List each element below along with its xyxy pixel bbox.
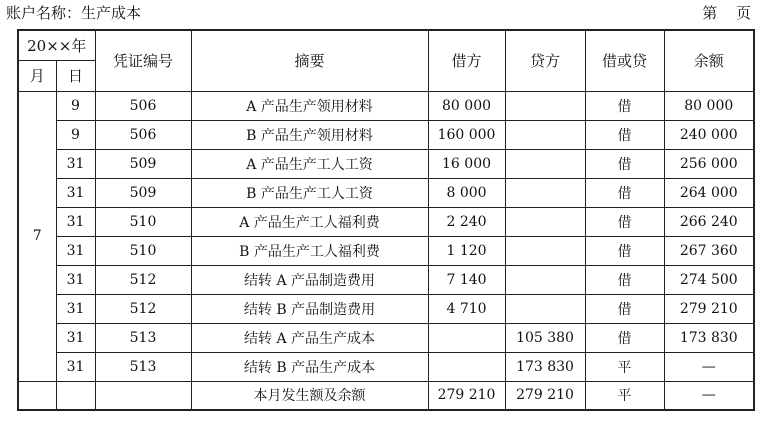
ledger-table <box>17 29 755 411</box>
day-cell: 31 <box>56 236 95 265</box>
dr-cr-cell: 借 <box>585 178 664 207</box>
table-row <box>18 149 754 178</box>
summary-cell: B 产品生产领用材料 <box>191 120 428 149</box>
total-debit-cell: 279 210 <box>428 381 505 410</box>
voucher-cell: 510 <box>95 207 191 236</box>
table-row <box>18 120 754 149</box>
voucher-cell: 512 <box>95 294 191 323</box>
summary-cell: A 产品生产领用材料 <box>191 91 428 120</box>
debit-cell: 7 140 <box>428 265 505 294</box>
year-header: 20××年 <box>18 30 95 60</box>
credit-cell: 105 380 <box>505 323 585 352</box>
balance-cell: 173 830 <box>664 323 754 352</box>
summary-cell: A 产品生产工人工资 <box>191 149 428 178</box>
voucher-cell: 512 <box>95 265 191 294</box>
table-row <box>18 352 754 381</box>
summary-cell: B 产品生产工人福利费 <box>191 236 428 265</box>
header-row-1 <box>18 30 754 60</box>
table-row <box>18 294 754 323</box>
credit-cell <box>505 149 585 178</box>
voucher-cell: 513 <box>95 323 191 352</box>
day-cell: 31 <box>56 265 95 294</box>
debit-cell: 160 000 <box>428 120 505 149</box>
total-summary-cell: 本月发生额及余额 <box>191 381 428 410</box>
page-number: 第 页 <box>702 4 751 22</box>
credit-cell <box>505 120 585 149</box>
dr-cr-cell: 借 <box>585 91 664 120</box>
summary-cell: B 产品生产工人工资 <box>191 178 428 207</box>
month-cell: 7 <box>18 91 56 381</box>
credit-header: 贷方 <box>505 30 585 91</box>
table-row <box>18 178 754 207</box>
day-cell: 9 <box>56 120 95 149</box>
table-row <box>18 323 754 352</box>
day-cell: 31 <box>56 323 95 352</box>
day-cell: 31 <box>56 294 95 323</box>
voucher-cell: 506 <box>95 120 191 149</box>
voucher-cell: 509 <box>95 149 191 178</box>
debit-cell <box>428 352 505 381</box>
voucher-cell: 509 <box>95 178 191 207</box>
balance-cell: 80 000 <box>664 91 754 120</box>
credit-cell <box>505 91 585 120</box>
day-header: 日 <box>56 60 95 91</box>
credit-cell <box>505 236 585 265</box>
voucher-cell: 513 <box>95 352 191 381</box>
total-row <box>18 381 754 410</box>
total-day-cell <box>56 381 95 410</box>
balance-cell: 256 000 <box>664 149 754 178</box>
balance-cell: 274 500 <box>664 265 754 294</box>
summary-cell: 结转 A 产品制造费用 <box>191 265 428 294</box>
dr-cr-cell: 借 <box>585 236 664 265</box>
summary-cell: 结转 A 产品生产成本 <box>191 323 428 352</box>
day-cell: 9 <box>56 91 95 120</box>
voucher-header: 凭证编号 <box>95 30 191 91</box>
debit-cell <box>428 323 505 352</box>
credit-cell: 173 830 <box>505 352 585 381</box>
credit-cell <box>505 294 585 323</box>
table-row <box>18 265 754 294</box>
dr-cr-cell: 借 <box>585 207 664 236</box>
debit-header: 借方 <box>428 30 505 91</box>
dr-cr-cell: 借 <box>585 294 664 323</box>
credit-cell <box>505 207 585 236</box>
table-row <box>18 236 754 265</box>
dr-cr-cell: 借 <box>585 265 664 294</box>
total-credit-cell: 279 210 <box>505 381 585 410</box>
total-voucher-cell <box>95 381 191 410</box>
balance-cell: 264 000 <box>664 178 754 207</box>
debit-cell: 1 120 <box>428 236 505 265</box>
debit-cell: 4 710 <box>428 294 505 323</box>
balance-cell: 267 360 <box>664 236 754 265</box>
debit-cell: 80 000 <box>428 91 505 120</box>
day-cell: 31 <box>56 352 95 381</box>
voucher-cell: 510 <box>95 236 191 265</box>
total-balance-cell: — <box>664 381 754 410</box>
balance-cell: 266 240 <box>664 207 754 236</box>
table-row <box>18 207 754 236</box>
day-cell: 31 <box>56 178 95 207</box>
dr-cr-cell: 借 <box>585 323 664 352</box>
summary-cell: A 产品生产工人福利费 <box>191 207 428 236</box>
summary-header: 摘要 <box>191 30 428 91</box>
month-header: 月 <box>18 60 56 91</box>
day-cell: 31 <box>56 149 95 178</box>
voucher-cell: 506 <box>95 91 191 120</box>
credit-cell <box>505 265 585 294</box>
summary-cell: 结转 B 产品生产成本 <box>191 352 428 381</box>
debit-cell: 8 000 <box>428 178 505 207</box>
dr-cr-cell: 平 <box>585 352 664 381</box>
table-row <box>18 91 754 120</box>
balance-cell: 279 210 <box>664 294 754 323</box>
balance-header: 余额 <box>664 30 754 91</box>
balance-cell: — <box>664 352 754 381</box>
debit-cell: 2 240 <box>428 207 505 236</box>
credit-cell <box>505 178 585 207</box>
debit-cell: 16 000 <box>428 149 505 178</box>
dr-cr-cell: 借 <box>585 120 664 149</box>
summary-cell: 结转 B 产品制造费用 <box>191 294 428 323</box>
account-name: 账户名称：生产成本 <box>6 4 142 22</box>
dr-cr-header: 借或贷 <box>585 30 664 91</box>
total-dr-cr-cell: 平 <box>585 381 664 410</box>
dr-cr-cell: 借 <box>585 149 664 178</box>
balance-cell: 240 000 <box>664 120 754 149</box>
day-cell: 31 <box>56 207 95 236</box>
total-month-cell <box>18 381 56 410</box>
